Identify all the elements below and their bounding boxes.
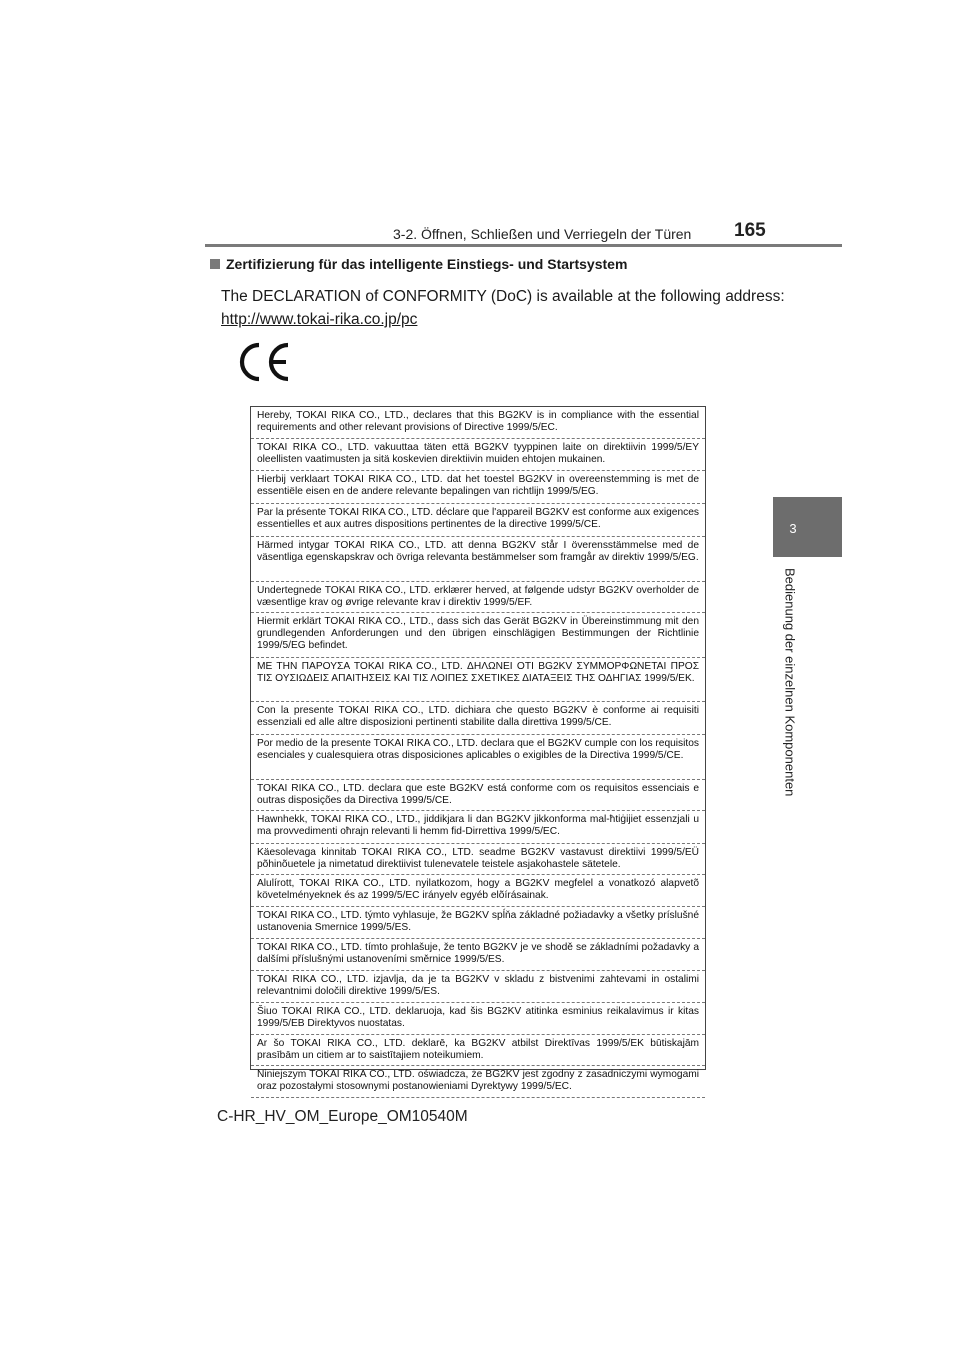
conformity-row: TOKAI RIKA CO., LTD. izjavlja, da je ta BG2KV v skladu z bistvenimi zahtevami in ostalimi relevantnimi določili direktive 1999/5/ES.	[251, 971, 705, 1003]
conformity-table	[250, 406, 706, 1093]
conformity-row: Por medio de la presente TOKAI RIKA CO., LTD. declara que el BG2KV cumple con los requisitos esenciales y cualesquiera otras disposiciones aplicables o exigibles de la Directiva 1999/5/CE.	[251, 735, 705, 780]
conformity-row: Hiermit erklärt TOKAI RIKA CO., LTD., dass sich das Gerät BG2KV in Übereinstimmung mit den grundlegenden Anforderungen und den übrigen einschlägigen Bestimmungen der Richtlinie 1999/5/EG befindet.	[251, 613, 705, 658]
conformity-row: Käesolevaga kinnitab TOKAI RIKA CO., LTD. seadme BG2KV vastavust direktiivi 1999/5/EÜ põhinõuetele ja nimetatud direktiivist tulenevatele teistele asjakohastele sätetele.	[251, 844, 705, 875]
conformity-row: TOKAI RIKA CO., LTD. declara que este BG2KV está conforme com os requisitos essenciais e outras disposições da Directiva 1999/5/CE.	[251, 780, 705, 811]
conformity-row: TOKAI RIKA CO., LTD. týmto vyhlasuje, že BG2KV spĺňa základné požiadavky a všetky príslušné ustanovenia Smernice 1999/5/ES.	[251, 907, 705, 939]
section-heading-text: Zertifizierung für das intelligente Einstiegs- und Startsystem	[226, 256, 628, 272]
conformity-row: Hereby, TOKAI RIKA CO., LTD., declares that this BG2KV is in compliance with the essential requirements and other relevant provisions of Directive 1999/5/EC.	[251, 407, 705, 439]
declaration-text: The DECLARATION of CONFORMITY (DoC) is available at the following address:	[221, 288, 785, 305]
section-title: 3-2. Öffnen, Schließen und Verriegeln der Türen	[393, 226, 692, 242]
conformity-row: Alulírott, TOKAI RIKA CO., LTD. nyilatkozom, hogy a BG2KV megfelel a vonatkozó alapvetõ követelményeknek és az 1999/5/EC irányelv egyéb elõírásainak.	[251, 875, 705, 907]
square-bullet-icon	[210, 259, 220, 269]
page-number: 165	[734, 220, 766, 241]
conformity-row: Šiuo TOKAI RIKA CO., LTD. deklaruoja, kad šis BG2KV atitinka esminius reikalavimus ir kitas 1999/5/EB Direktyvos nuostatas.	[251, 1003, 705, 1035]
chapter-number: 3	[789, 521, 797, 536]
conformity-row: ΜΕ ΤΗΝ ΠΑΡΟΥΣΑ TOKAI RIKA CO., LTD. ΔΗΛΩΝΕΙ ΟΤΙ BG2KV ΣΥΜΜΟΡΦΩΝΕΤΑΙ ΠΡΟΣ ΤΙΣ ΟΥΣΙΩΔΕΙΣ ΑΠΑΙΤΗΣΕΙΣ ΚΑΙ ΤΙΣ ΛΟΙΠΕΣ ΣΧΕΤΙΚΕΣ ΔΙΑΤΑΞΕΙΣ ΤΗΣ ΟΔΗΓΙΑΣ 1999/5/ΕΚ.	[251, 658, 705, 702]
header-divider	[205, 244, 842, 247]
chapter-label: Bedienung der einzelnen Komponenten	[782, 568, 798, 797]
conformity-row: Niniejszym TOKAI RIKA CO., LTD. oświadcza, że BG2KV jest zgodny z zasadniczymi wymogami oraz pozostałymi stosownymi postanowieniami Dyrektywy 1999/5/EC.	[251, 1066, 705, 1098]
conformity-row: Härmed intygar TOKAI RIKA CO., LTD. att denna BG2KV står I överensstämmelse med de väsentliga egenskapskrav och övriga relevanta bestämmelser som framgår av direktiv 1999/5/EG.	[251, 537, 705, 582]
conformity-row: TOKAI RIKA CO., LTD. vakuuttaa täten että BG2KV tyyppinen laite on direktiivin 1999/5/EY oleellisten vaatimusten ja sitä koskevien direktiivin muiden ehtojen mukainen.	[251, 439, 705, 471]
conformity-row: Par la présente TOKAI RIKA CO., LTD. déclare que l'appareil BG2KV est conforme aux exigences essentielles et aux autres dispositions pertinentes de la directive 1999/5/CE.	[251, 504, 705, 537]
document-code: C-HR_HV_OM_Europe_OM10540M	[217, 1108, 468, 1125]
conformity-row: TOKAI RIKA CO., LTD. tímto prohlašuje, že tento BG2KV je ve shodě se základními požadavky a dalšími příslušnými ustanoveními směrnice 1999/5/ES.	[251, 939, 705, 971]
section-heading	[210, 256, 627, 272]
chapter-tab	[773, 497, 842, 557]
conformity-row: Ar šo TOKAI RIKA CO., LTD. deklarē, ka BG2KV atbilst Direktīvas 1999/5/EK būtiskajām prasībām un citiem ar to saistītajiem noteikumiem.	[251, 1035, 705, 1066]
conformity-row: Undertegnede TOKAI RIKA CO., LTD. erklærer herved, at følgende udstyr BG2KV overholder de væsentlige krav og øvrige relevante krav i direktiv 1999/5/EF.	[251, 582, 705, 613]
conformity-row: Hierbij verklaart TOKAI RIKA CO., LTD. dat het toestel BG2KV in overeenstemming is met de essentiële eisen en de andere relevante bepalingen van richtlijn 1999/5/EG.	[251, 471, 705, 504]
conformity-row: Con la presente TOKAI RIKA CO., LTD. dichiara che questo BG2KV è conforme ai requisiti essenziali ed alle altre disposizioni pertinenti stabilite dalla direttiva 1999/5/CE.	[251, 702, 705, 735]
ce-mark-icon	[234, 340, 294, 384]
declaration-link[interactable]: http://www.tokai-rika.co.jp/pc	[221, 311, 418, 328]
conformity-row: Hawnhekk, TOKAI RIKA CO., LTD., jiddikjara li dan BG2KV jikkonforma mal-ħtiġijiet essenzjali u ma provvedimenti oħrajn relevanti li hemm fid-Dirrettiva 1999/5/EC.	[251, 811, 705, 844]
